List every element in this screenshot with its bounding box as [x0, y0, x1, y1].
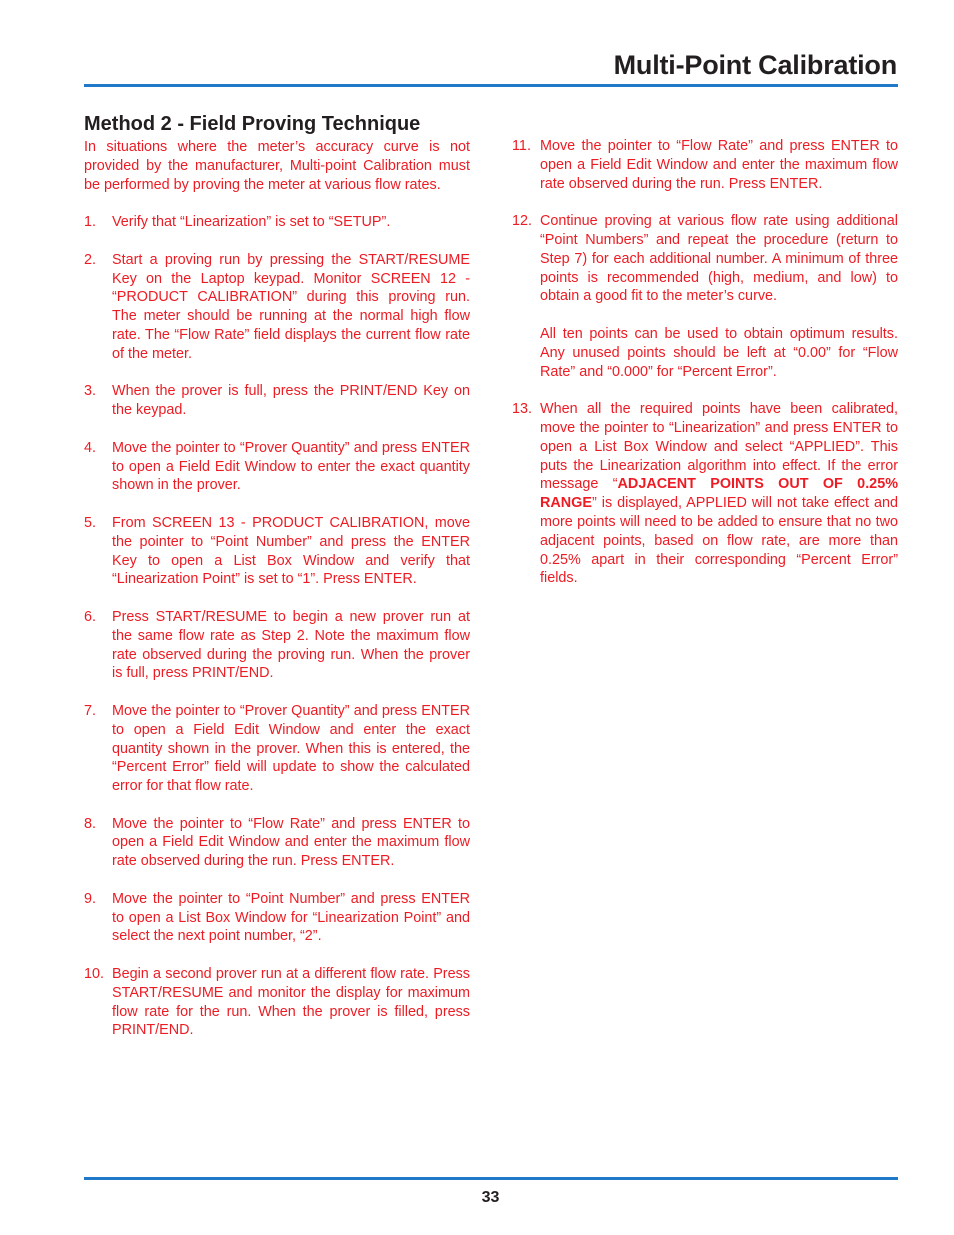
- right-column: [512, 137, 898, 607]
- step-number: 6.: [84, 608, 97, 625]
- step-10: [84, 965, 470, 1040]
- header-rule: [84, 84, 898, 87]
- step-number: 2.: [84, 251, 97, 268]
- step-1: [84, 213, 470, 232]
- step-number: 11.: [512, 138, 531, 154]
- step-6: [84, 608, 470, 683]
- intro-paragraph: In situations where the meter’s accuracy curve is not provided by the manufacturer, Multi-point Calibration must be performed by proving the meter at various flow rates.: [84, 139, 470, 193]
- step-number: 3.: [84, 383, 97, 400]
- step-3: [84, 382, 470, 420]
- step-text: From SCREEN 13 - PRODUCT CALIBRATION, move the pointer to “Point Number” and press the ENTER Key to open a List Box Window and verify that “Linearization Point” is set to “1”. Press ENTER.: [112, 514, 470, 588]
- step-number: 9.: [84, 890, 97, 907]
- step-text: When the prover is full, press the PRINT/END Key on the keypad.: [112, 383, 470, 419]
- step-text: Continue proving at various flow rate using additional “Point Numbers” and repeat the procedure (return to Step 7) for each additional number. A minimum of three points is recommended (high, medium, and low) to obtain a good fit to the meter’s curve.: [540, 213, 898, 305]
- left-column: [84, 110, 470, 1059]
- page-title: Multi-Point Calibration: [613, 50, 897, 80]
- step-2: [84, 251, 470, 364]
- step-number: 13.: [512, 401, 533, 418]
- step-number: 10.: [84, 966, 105, 983]
- step-text: Move the pointer to “Flow Rate” and press ENTER to open a Field Edit Window and enter the maximum flow rate observed during the run. Press ENTER.: [112, 815, 470, 870]
- step-number: 12.: [512, 213, 533, 230]
- step-text-part: ” is displayed, APPLIED will not take effect and more points will need to be added to ensure that no two adjacent points, based on flow rate, are more than 0.25% apart in their corresponding “Percent Error” fields.: [540, 495, 898, 587]
- step-text: Move the pointer to “Flow Rate” and press ENTER to open a Field Edit Window and enter the maximum flow rate observed during the run. Press ENTER.: [540, 138, 898, 192]
- step-text: Move the pointer to “Prover Quantity” and press ENTER to open a Field Edit Window to enter the exact quantity shown in the prover.: [112, 439, 470, 494]
- page-number: 33: [481, 1189, 500, 1206]
- step-text: Begin a second prover run at a different flow rate. Press START/RESUME and monitor the display for maximum flow rate for the run. When the prover is filled, press PRINT/END.: [112, 966, 470, 1039]
- step-text-part: When all the required points have been calibrated, move the pointer to “Linearization” and press ENTER to open a List Box Window and select “APPLIED”. This puts the Linearization algorithm into effect. If the error message “: [540, 401, 898, 493]
- section-heading: Method 2 - Field Proving Technique: [84, 113, 421, 135]
- step-13: [512, 400, 898, 588]
- step-7: [84, 702, 470, 796]
- footer-rule: [84, 1177, 898, 1180]
- error-message: ADJACENT POINTS OUT OF 0.25% RANGE: [540, 476, 898, 512]
- step-4: [84, 439, 470, 495]
- step-12: [512, 212, 898, 381]
- step-number: 8.: [84, 815, 97, 832]
- step-11: [512, 137, 898, 193]
- step-number: 5.: [84, 514, 97, 531]
- step-text: Press START/RESUME to begin a new prover run at the same flow rate as Step 2. Note the maximum flow rate observed during the proving run. When the prover is full, press PRINT/END.: [112, 608, 470, 682]
- step-note: All ten points can be used to obtain optimum results. Any unused points should be left at “0.00” for “Flow Rate” and “0.000” for “Percent Error”.: [540, 325, 898, 380]
- step-text: Verify that “Linearization” is set to “SETUP”.: [112, 214, 391, 231]
- steps-list-right: [512, 137, 898, 588]
- step-text: [540, 400, 898, 588]
- step-9: [84, 890, 470, 946]
- steps-list-left: [84, 213, 470, 1040]
- step-5: [84, 514, 470, 589]
- step-number: 4.: [84, 439, 97, 456]
- step-text: Move the pointer to “Point Number” and press ENTER to open a List Box Window for “Linearization Point” and select the next point number, “2”.: [112, 890, 470, 945]
- step-text: Start a proving run by pressing the START/RESUME Key on the Laptop keypad. Monitor SCREEN 12 - “PRODUCT CALIBRATION” during this proving run. The meter should be running at the normal high flow rate. The “Flow Rate” field displays the current flow rate of the meter.: [112, 251, 470, 362]
- step-text: Move the pointer to “Prover Quantity” and press ENTER to open a Field Edit Window and enter the exact quantity shown in the prover. When this is entered, the “Percent Error” field will update to show the calculated error for that flow rate.: [112, 702, 470, 795]
- step-number: 1.: [84, 214, 97, 231]
- step-number: 7.: [84, 702, 97, 719]
- step-8: [84, 815, 470, 871]
